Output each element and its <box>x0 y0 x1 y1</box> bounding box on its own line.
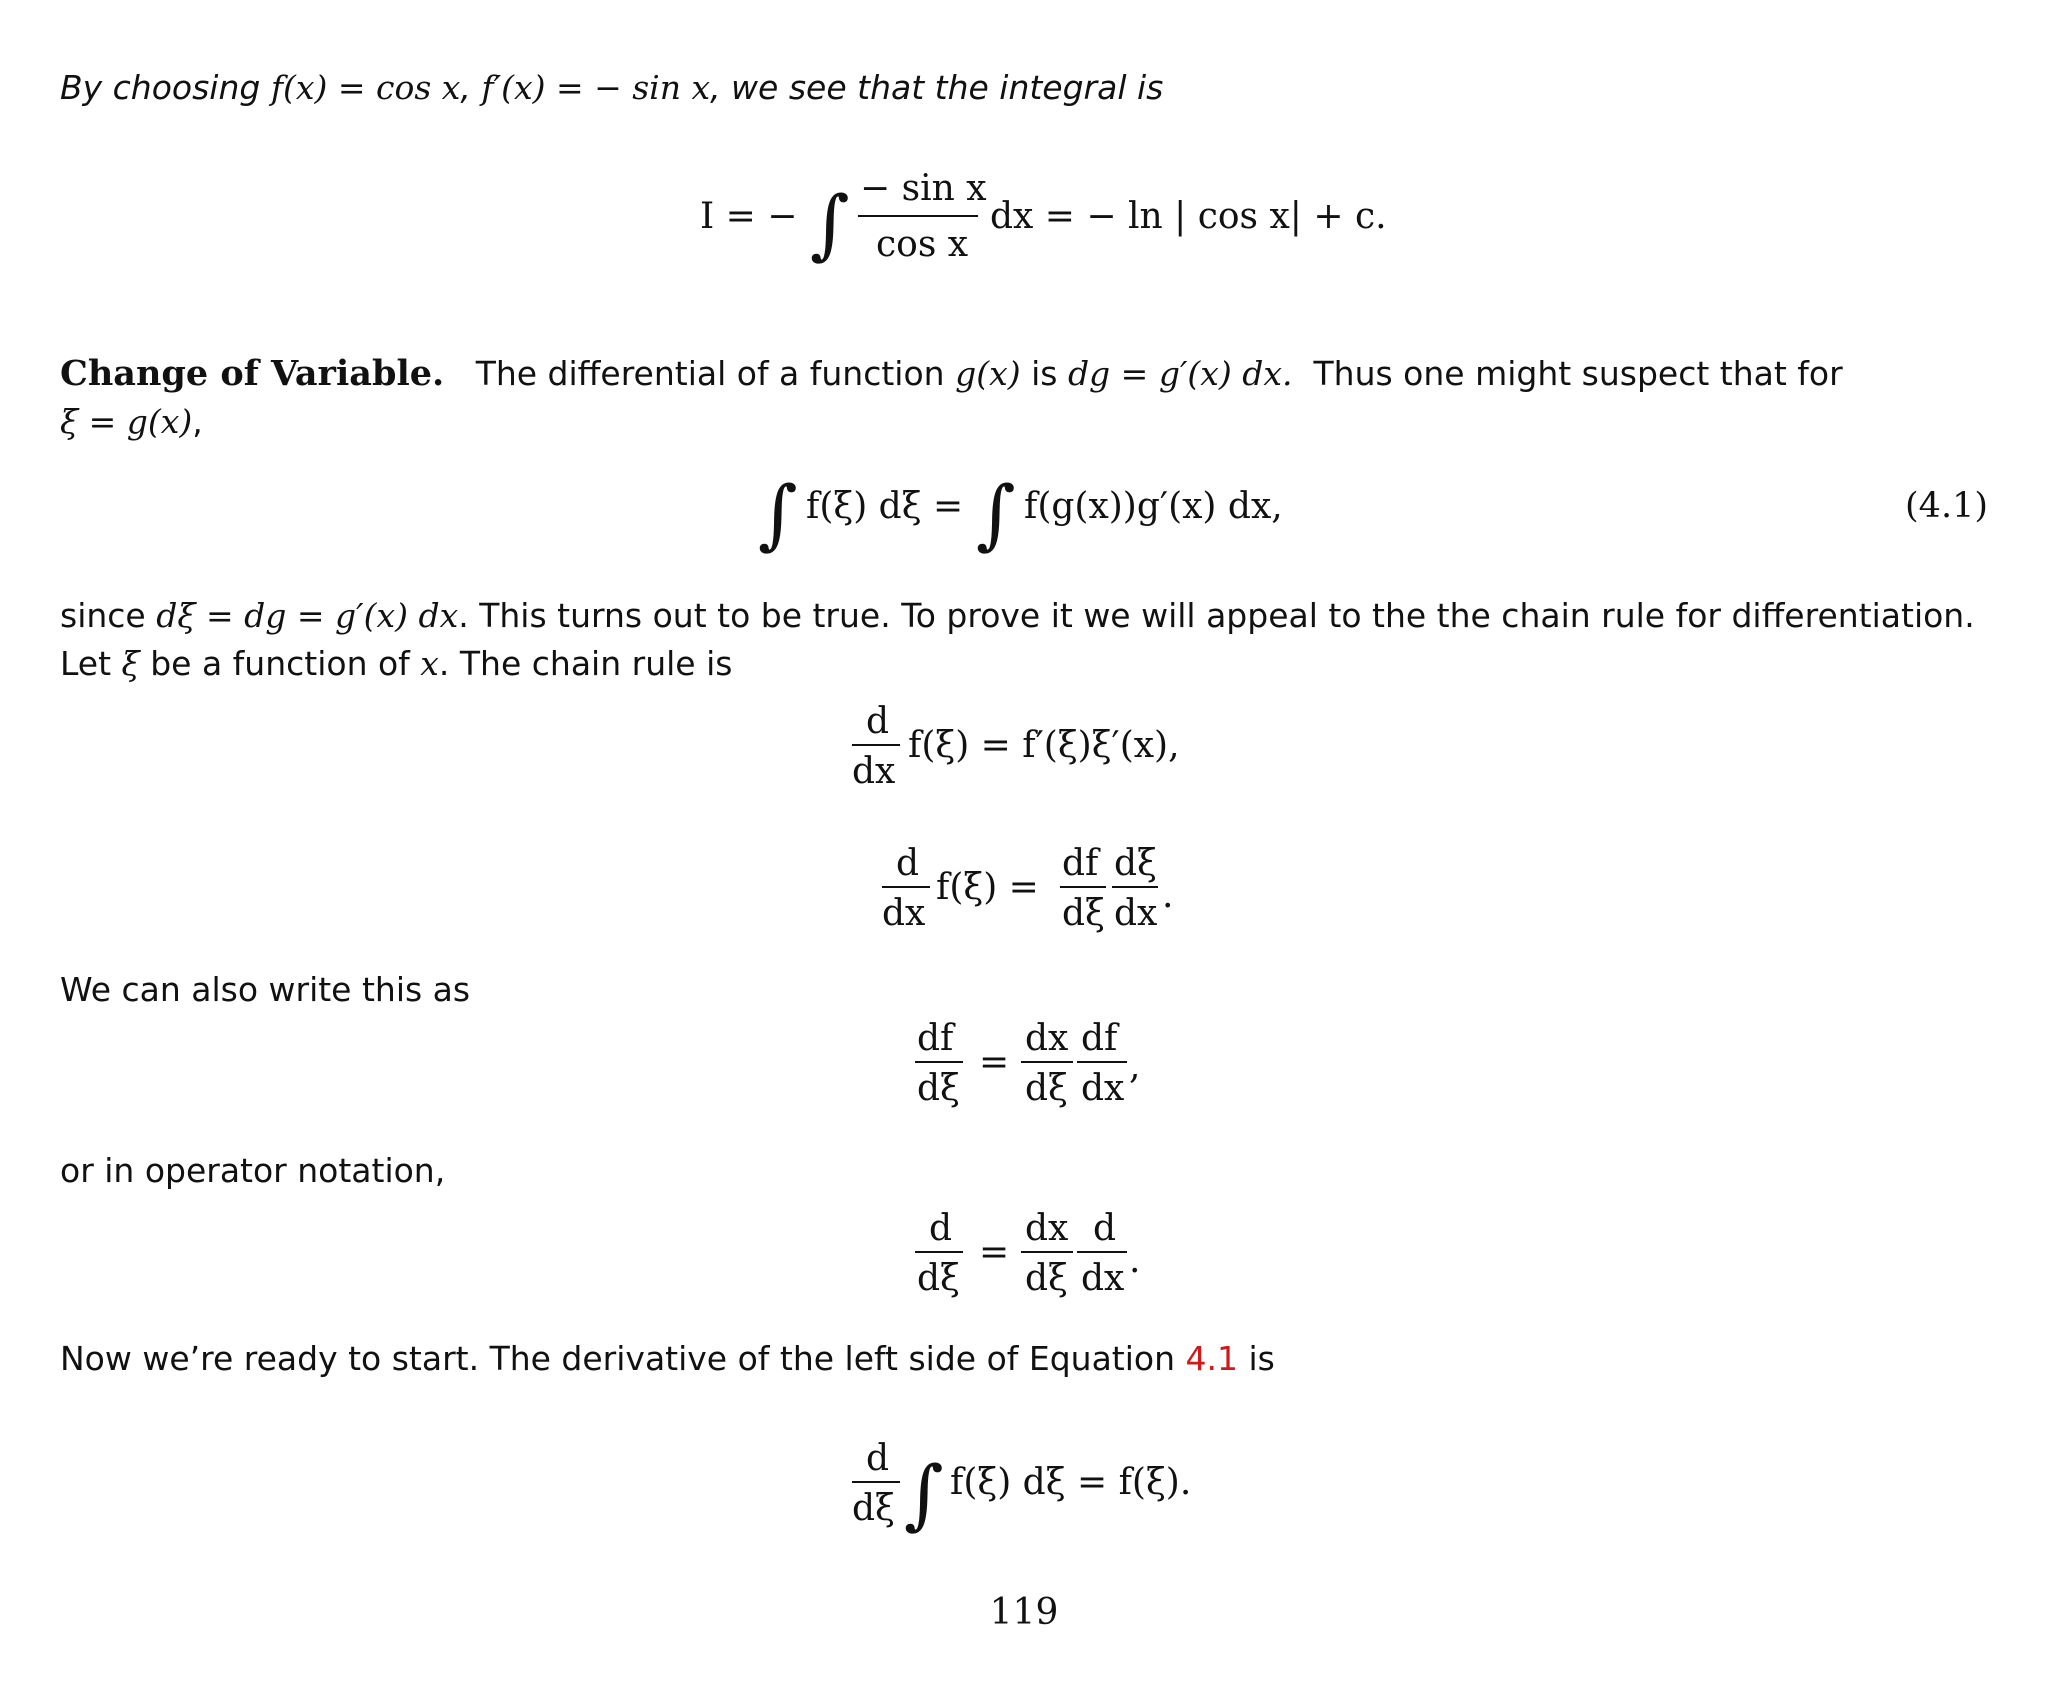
equation-chain-rule-1 <box>850 695 1250 795</box>
since-paragraph: since dξ = dg = g′(x) dx. This turns out to be true. To prove it we will appeal to the the chain rule for differentiation. Let ξ be a function of x. The chain rule is <box>60 596 1975 683</box>
fraction-denominator: cos x <box>876 224 969 265</box>
df-numerator-2: df <box>1081 1018 1118 1059</box>
df-numerator: df <box>917 1018 954 1059</box>
operator-notation-text: or in operator notation, <box>60 1151 446 1190</box>
integral-sign-right: ∫ <box>976 469 1016 558</box>
equation-write-as <box>915 1012 1215 1112</box>
period: . <box>1162 875 1174 916</box>
equals: = <box>979 1232 1010 1273</box>
eq41-lhs: f(ξ) dξ = <box>806 486 964 527</box>
dxi-numerator: dξ <box>1114 843 1157 884</box>
equation-chain-rule-2 <box>880 837 1240 937</box>
equation-reference-link[interactable]: 4.1 <box>1185 1339 1239 1378</box>
dxi-denominator: dξ <box>917 1068 960 1109</box>
equation-number: (4.1) <box>1905 486 1988 526</box>
dx-denominator: dx <box>1081 1258 1125 1299</box>
integral-sign-left: ∫ <box>758 469 798 558</box>
eq-lhs: I = − <box>700 196 798 237</box>
d-numerator: d <box>866 1438 890 1479</box>
dx-denominator-2: dx <box>1114 893 1158 934</box>
intro-sentence: By choosing f(x) = cos x, f′(x) = − sin x, we see that the integral is <box>60 68 1164 107</box>
dxi-denominator: dξ <box>1062 893 1105 934</box>
f-prime-definition: f′(x) = − sin x <box>481 68 711 107</box>
dxi-denominator-2: dξ <box>1025 1068 1068 1109</box>
df-numerator: df <box>1062 843 1099 884</box>
fraction-numerator: − sin x <box>860 168 987 209</box>
dx-numerator: dx <box>1025 1208 1069 1249</box>
write-as-text: We can also write this as <box>60 970 471 1009</box>
chain2-mid: f(ξ) = <box>936 867 1039 908</box>
d-numerator-2: d <box>1093 1208 1117 1249</box>
dx-numerator: dx <box>1025 1018 1069 1059</box>
equation-4-1 <box>758 460 1378 560</box>
d-numerator: d <box>866 701 890 742</box>
section-heading: Change of Variable. <box>60 353 445 394</box>
change-of-variable-paragraph: Change of Variable. The differential of a function g(x) is dg = g′(x) dx. Thus one might suspect that for ξ = g(x), <box>60 353 1843 441</box>
dxi-denominator-2: dξ <box>1025 1258 1068 1299</box>
equation-operator <box>915 1202 1215 1302</box>
equals: = <box>979 1042 1010 1083</box>
period: . <box>1129 1240 1141 1281</box>
equation-final <box>850 1428 1250 1548</box>
dx-denominator: dx <box>882 893 926 934</box>
f-definition: f(x) = cos x <box>270 68 461 107</box>
eq41-rhs: f(g(x))g′(x) dx, <box>1024 486 1283 527</box>
ready-paragraph: Now we’re ready to start. The derivative of the left side of Equation 4.1 is <box>60 1339 1275 1378</box>
integral-sign: ∫ <box>810 179 850 268</box>
dx-denominator: dx <box>852 751 896 792</box>
equation-integral-I <box>700 150 1387 280</box>
final-body: f(ξ) dξ = f(ξ). <box>950 1462 1192 1503</box>
comma: , <box>1129 1046 1141 1087</box>
d-numerator: d <box>929 1208 953 1249</box>
chain1-body: f(ξ) = f′(ξ)ξ′(x), <box>908 725 1180 766</box>
dxi-denominator: dξ <box>917 1258 960 1299</box>
page-number: 119 <box>989 1592 1059 1633</box>
dx-denominator: dx <box>1081 1068 1125 1109</box>
d-numerator: d <box>896 843 920 884</box>
integral-sign: ∫ <box>904 1449 944 1538</box>
dxi-denominator: dξ <box>852 1488 895 1529</box>
eq-rhs: dx = − ln | cos x| + c. <box>990 196 1387 237</box>
